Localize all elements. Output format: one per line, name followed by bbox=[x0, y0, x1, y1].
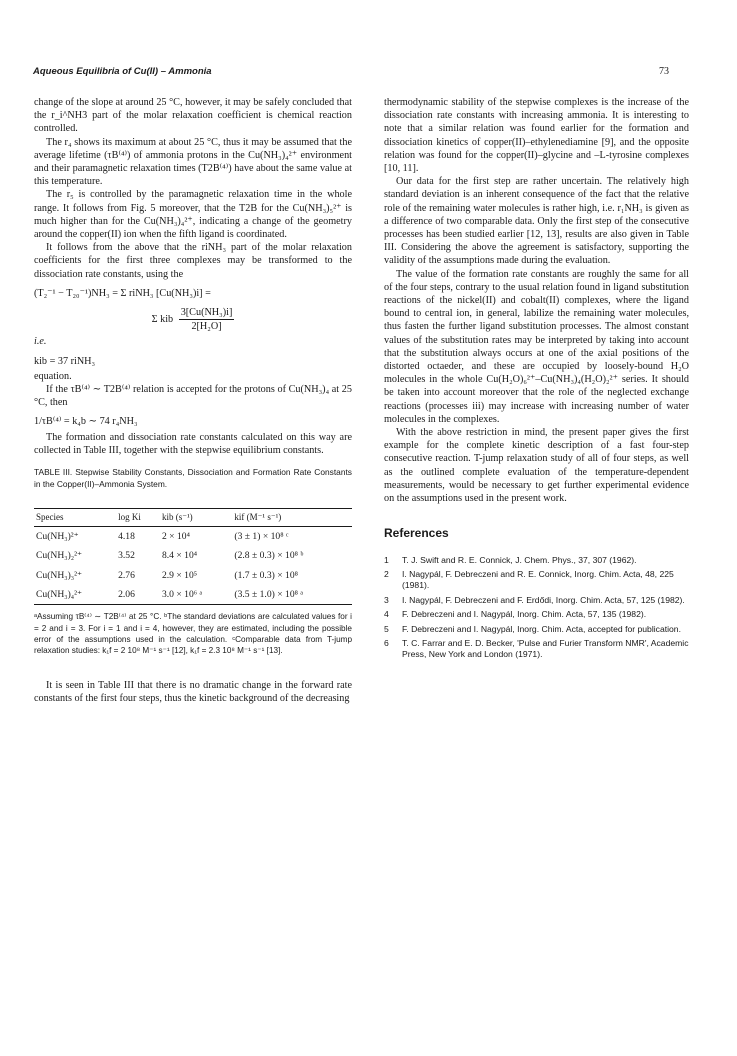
table-cell: (1.7 ± 0.3) × 10⁸ bbox=[234, 569, 298, 581]
ie-label: i.e. bbox=[34, 336, 47, 348]
table-cell: (3 ± 1) × 10⁸ ᶜ bbox=[234, 531, 289, 543]
equation-4: 1/τB⁽⁴⁾ = k₄b ∼ 74 r₄NH₃ bbox=[34, 416, 138, 428]
reference-text: T. C. Farrar and E. D. Becker, 'Pulse and Furier Transform NMR', Academic Press, New York and London (1971). bbox=[402, 637, 689, 660]
right-column bbox=[384, 96, 689, 664]
left-paragraph-7: It is seen in Table III that there is no dramatic change in the forward rate constants of the first four steps, thus the kinetic background of the decreasing bbox=[34, 679, 352, 704]
reference-number: 6 bbox=[384, 637, 389, 648]
reference-item bbox=[384, 595, 689, 606]
equation-2-fraction bbox=[179, 306, 235, 333]
references-list bbox=[384, 555, 689, 661]
table-cell: 3.52 bbox=[118, 550, 135, 562]
table-cell: 2.06 bbox=[116, 585, 160, 605]
table-header-row bbox=[34, 509, 352, 527]
table-header-cell: kif (M⁻¹ s⁻¹) bbox=[232, 509, 352, 527]
left-paragraph-1: change of the slope at around 25 °C, however, it may be safely concluded that the r_i^NH3 part of the molar relaxation coefficient is chemical reaction controlled. bbox=[34, 97, 352, 135]
reference-text: I. Nagypál, F. Debreczeni and F. Erdődi, Inorg. Chim. Acta, 57, 125 (1982). bbox=[402, 594, 685, 605]
left-paragraph-5: If the τB⁽⁴⁾ ∼ T2B⁽⁴⁾ relation is accepted for the protons of Cu(NH₃)₄ at 25 °C, then bbox=[34, 384, 352, 409]
table-footnote: ᵃAssuming τB⁽⁴⁾ ∼ T2B⁽⁴⁾ at 25 °C. ᵇThe standard deviations are calculated values for i = 2 and i = 3. For i = 1 and i = 4, however, they are estimated, including the possible error of the assumptions used in the calculation. ᶜComparable data from T-jump relaxation studies: k₁f = 2 10⁸ M⁻¹ s⁻¹ [12], k₁f = 2.3 10⁸ M⁻¹ s⁻¹ [13]. bbox=[34, 612, 352, 656]
right-paragraph-1: thermodynamic stability of the stepwise complexes is the increase of the dissociation rate constants with increasing ammonia. It is interesting to note that a similar relation was found earlier for the formation and dissociation kinetics of copper(II)–ethylenediamine [9], and the opposite relation was found for the copper(II)–glycine and –L-tyrosine complexes [10, 11]. bbox=[384, 97, 689, 175]
reference-number: 1 bbox=[384, 554, 389, 565]
table-header-cell: Species bbox=[34, 509, 116, 527]
left-column bbox=[34, 96, 352, 705]
right-paragraph-4: With the above restriction in mind, the present paper gives the first example for the complete kinetic description of a fast four-step consecutive reaction. T-jump relaxation study of all of four steps, as well as the outlined complete evaluation of the temperature-dependent measurements, would be necessary to get further experimental evidence on the assumptions used in the present work. bbox=[384, 427, 689, 505]
table-header-cell: log Ki bbox=[116, 509, 160, 527]
table-cell: 2.76 bbox=[118, 569, 135, 581]
reference-text: I. Nagypál, F. Debreczeni and R. E. Connick, Inorg. Chim. Acta, 48, 225 (1981). bbox=[402, 568, 674, 591]
table-row bbox=[34, 527, 352, 547]
equation-1: (T₂⁻¹ − T₂₀⁻¹)NH₃ = Σ riNH₃ [Cu(NH₃)i] = bbox=[34, 287, 211, 299]
table-cell: (3.5 ± 1.0) × 10⁸ ᵃ bbox=[232, 585, 352, 605]
table-cell: 3.0 × 10⁶ ᵃ bbox=[160, 585, 232, 605]
left-paragraph-3: The r₅ is controlled by the paramagnetic relaxation time in the whole range. It follows from Fig. 5 moreover, that the T2B for the Cu(NH₃)₅²⁺ is much higher than for the Cu(NH₃)₄²⁺, indicating a change of the geometry around the copper(II) ion when the fifth ligand is coordinated. bbox=[34, 189, 352, 241]
table-row bbox=[34, 566, 352, 585]
equation-3: kib = 37 riNH₃ bbox=[34, 355, 96, 367]
equation-2-sum: Σ kib bbox=[151, 314, 174, 326]
table-header-cell: kib (s⁻¹) bbox=[160, 509, 232, 527]
reference-item bbox=[384, 555, 689, 566]
reference-number: 2 bbox=[384, 568, 389, 579]
reference-text: F. Debreczeni and I. Nagypál, Inorg. Chim. Acta, 57, 135 (1982). bbox=[402, 609, 647, 620]
table-cell: 2.9 × 10⁵ bbox=[161, 569, 198, 581]
reference-text: F. Debreczeni and I. Nagypál, Inorg. Chim. Acta, accepted for publication. bbox=[402, 623, 681, 634]
left-paragraph-2: The r₄ shows its maximum at about 25 °C, thus it may be assumed that the average lifetime (τB⁽⁴⁾) of ammonia protons in the Cu(NH₃)₄²⁺ environment and their paramagnetic relaxation times (T2B⁽⁴⁾) have about the same value at this temperature. bbox=[34, 136, 352, 188]
right-paragraph-2: Our data for the first step are rather uncertain. The relatively high standard deviation is an inherent consequence of the fact that the relative role of the remaining water molecules is rather high, i.e. r₁NH₃ is given as a difference of two comparable data. Only the first step of the consecutive processes has been studied earlier [12, 13], results are also given in Table III. Considering the above the agreement is satisfactory, supporting the validity of the assumptions made during the evaluation. bbox=[384, 176, 689, 267]
table-cell: 4.18 bbox=[118, 531, 135, 543]
table-cell: Cu(NH₃)₄²⁺ bbox=[34, 585, 116, 605]
reference-item bbox=[384, 569, 689, 592]
equation-2-numerator: 3[Cu(NH₃)i] bbox=[179, 306, 235, 320]
table-cell: 2 × 10⁴ bbox=[161, 531, 190, 543]
table-cell: Cu(NH₃)₃²⁺ bbox=[36, 569, 83, 581]
table-row bbox=[34, 546, 352, 565]
page-number: 73 bbox=[659, 66, 669, 77]
table-cell: (2.8 ± 0.3) × 10⁸ ᵇ bbox=[234, 550, 304, 562]
reference-number: 5 bbox=[384, 623, 389, 634]
reference-text: T. J. Swift and R. E. Connick, J. Chem. Phys., 37, 307 (1962). bbox=[402, 554, 637, 565]
rate-constants-table bbox=[34, 508, 352, 605]
reference-item bbox=[384, 609, 689, 620]
left-paragraph-6: The formation and dissociation rate constants calculated on this way are collected in Table III, together with the stepwise equilibrium constants. bbox=[34, 431, 352, 456]
equation-word: equation. bbox=[34, 370, 72, 382]
equation-2 bbox=[34, 306, 352, 333]
reference-item bbox=[384, 638, 689, 661]
equation-2-denominator: 2[H₂O] bbox=[191, 321, 222, 333]
running-head-title: Aqueous Equilibria of Cu(II) – Ammonia bbox=[33, 66, 212, 77]
table-cell: Cu(NH₃)²⁺ bbox=[36, 531, 79, 543]
reference-number: 4 bbox=[384, 609, 389, 620]
running-head bbox=[33, 66, 669, 80]
references-heading: References bbox=[384, 526, 449, 541]
table-caption: TABLE III. Stepwise Stability Constants, Dissociation and Formation Rate Constants in the Copper(II)–Ammonia System. bbox=[34, 467, 352, 489]
right-paragraph-3: The value of the formation rate constants are roughly the same for all of the four steps, contrary to the usual relation found in ligand substitution reactions of the nickel(II) and cobalt(II) complexes, where the ligand bound to central ion, in general, labilize the remaining water molecules, thus fasten the further ligand substitution processes. The almost constant values of the substitution rates may be interpreted by taking into account that the substitution always occurs at one of the axial positions of the distorted octaeder, and these are occupied by loosely-bound H₂O molecules in the whole Cu(H₂O)₆²⁺–Cu(NH₃)₄(H₂O)₂²⁺ series. It should be taken into account moreover that the role of the neglected exchange reactions (processes iii) may increase with increasing number of water molecules in the complexes. bbox=[384, 268, 689, 425]
reference-item bbox=[384, 624, 689, 635]
table-row bbox=[34, 585, 352, 605]
left-paragraph-4: It follows from the above that the riNH₃ part of the molar relaxation coefficients for the first three complexes may be transformed to the dissociation rate constants, using the bbox=[34, 242, 352, 280]
reference-number: 3 bbox=[384, 594, 389, 605]
table-cell: 8.4 × 10⁴ bbox=[161, 550, 198, 562]
table-cell: Cu(NH₃)₂²⁺ bbox=[36, 550, 83, 562]
